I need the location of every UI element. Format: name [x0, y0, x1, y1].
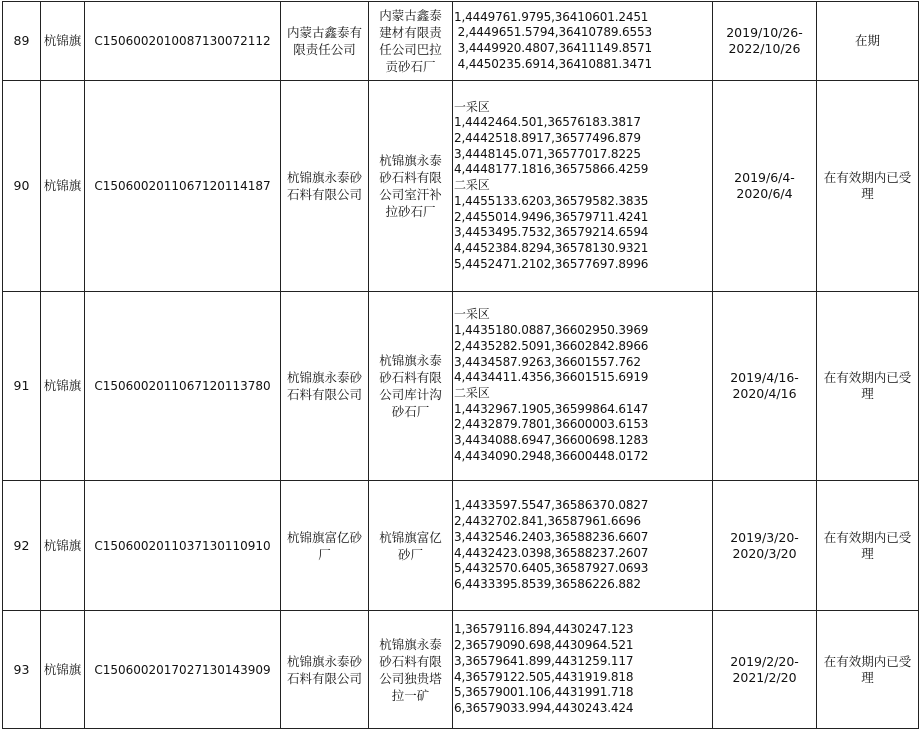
- row-number: 92: [3, 481, 41, 611]
- table-row: [3, 611, 919, 729]
- coordinates-cell: 1,4433597.5547,36586370.0827 2,4432702.841,36587961.6696 3,4432546.2403,36588236.6607 4,4432423.0398,36588237.2607 5,4432570.6405,36587927.0693 6,4433395.8539,36586226.882: [453, 481, 713, 611]
- status-cell: 在有效期内已受理: [817, 292, 919, 481]
- validity-cell: 2019/10/26-2022/10/26: [713, 2, 817, 81]
- coordinates-cell: 一采区 1,4442464.501,36576183.3817 2,4442518.8917,36577496.879 3,4448145.071,36577017.8225 4,4448177.1816,36575866.4259 二采区 1,4455133.6203,36579582.3835 2,4455014.9496,36579711.4241 3,4453495.7532,36579214.6594 4,4452384.8294,36578130.9321 5,4452471.2102,36577697.8996: [453, 81, 713, 292]
- status-cell: 在有效期内已受理: [817, 611, 919, 729]
- mining-license-table: [2, 1, 919, 729]
- license-number-cell: C1506002011067120113780: [85, 292, 281, 481]
- table-row: [3, 481, 919, 611]
- owner-cell: 杭锦旗永泰砂石料有限公司: [281, 292, 369, 481]
- row-number: 90: [3, 81, 41, 292]
- license-number-cell: C1506002011067120114187: [85, 81, 281, 292]
- status-cell: 在期: [817, 2, 919, 81]
- row-number: 93: [3, 611, 41, 729]
- validity-cell: 2019/2/20-2021/2/20: [713, 611, 817, 729]
- owner-cell: 杭锦旗永泰砂石料有限公司: [281, 611, 369, 729]
- license-number-cell: C1506002010087130072112: [85, 2, 281, 81]
- mine-name-cell: 杭锦旗永泰砂石料有限公司独贵塔拉一矿: [369, 611, 453, 729]
- row-number: 89: [3, 2, 41, 81]
- mine-name-cell: 杭锦旗富亿砂厂: [369, 481, 453, 611]
- validity-cell: 2019/3/20-2020/3/20: [713, 481, 817, 611]
- owner-cell: 杭锦旗永泰砂石料有限公司: [281, 81, 369, 292]
- mine-name-cell: 内蒙古鑫泰建材有限责任公司巴拉贡砂石厂: [369, 2, 453, 81]
- row-number: 91: [3, 292, 41, 481]
- coordinates-cell: 1,36579116.894,4430247.123 2,36579090.698,4430964.521 3,36579641.899,4431259.117 4,36579122.505,4431919.818 5,36579001.106,4431991.718 6,36579033.994,4430243.424: [453, 611, 713, 729]
- coordinates-cell: 一采区 1,4435180.0887,36602950.3969 2,4435282.5091,36602842.8966 3,4434587.9263,36601557.762 4,4434411.4356,36601515.6919 二采区 1,4432967.1905,36599864.6147 2,4432879.7801,36600003.6153 3,4434088.6947,36600698.1283 4,4434090.2948,36600448.0172: [453, 292, 713, 481]
- mine-name-cell: 杭锦旗永泰砂石料有限公司室汗补拉砂石厂: [369, 81, 453, 292]
- region-cell: 杭锦旗: [41, 2, 85, 81]
- table-row: [3, 2, 919, 81]
- license-number-cell: C1506002011037130110910: [85, 481, 281, 611]
- validity-cell: 2019/6/4-2020/6/4: [713, 81, 817, 292]
- region-cell: 杭锦旗: [41, 292, 85, 481]
- table-row: [3, 81, 919, 292]
- mine-name-cell: 杭锦旗永泰砂石料有限公司库计沟砂石厂: [369, 292, 453, 481]
- region-cell: 杭锦旗: [41, 611, 85, 729]
- region-cell: 杭锦旗: [41, 481, 85, 611]
- coordinates-cell: 1,4449761.9795,36410601.2451 2,4449651.5794,36410789.6553 3,4449920.4807,36411149.8571 4,4450235.6914,36410881.3471: [453, 2, 713, 81]
- owner-cell: 内蒙古鑫泰有限责任公司: [281, 2, 369, 81]
- validity-cell: 2019/4/16-2020/4/16: [713, 292, 817, 481]
- owner-cell: 杭锦旗富亿砂厂: [281, 481, 369, 611]
- license-number-cell: C1506002017027130143909: [85, 611, 281, 729]
- status-cell: 在有效期内已受理: [817, 481, 919, 611]
- status-cell: 在有效期内已受理: [817, 81, 919, 292]
- table-row: [3, 292, 919, 481]
- region-cell: 杭锦旗: [41, 81, 85, 292]
